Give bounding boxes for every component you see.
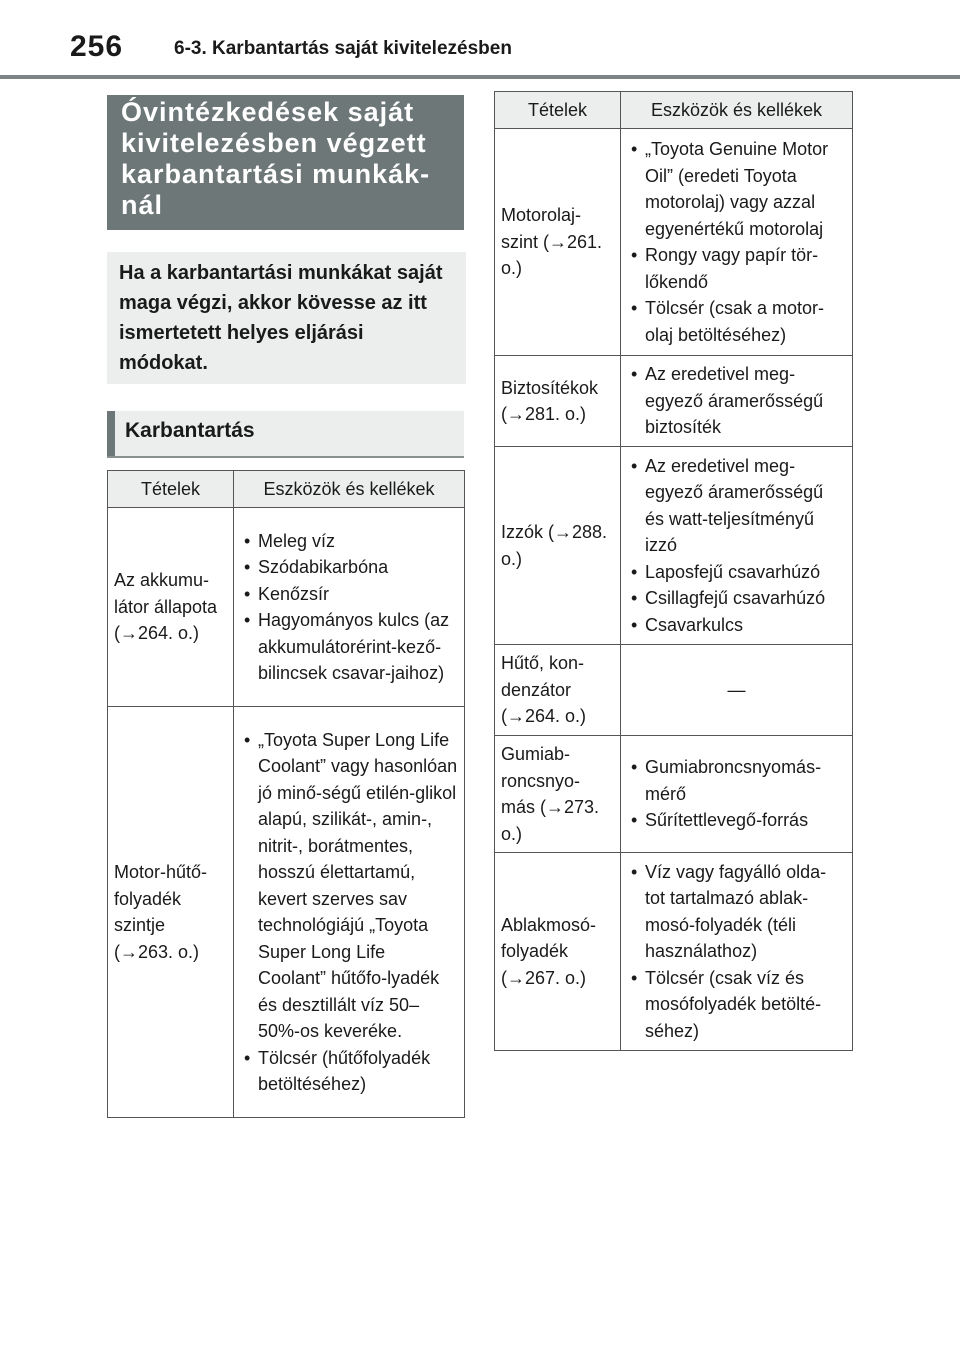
section-title: 6-3. Karbantartás saját kivitelezésben bbox=[174, 38, 512, 59]
item-name: Motor-hűtő-folyadék szintje bbox=[114, 862, 208, 935]
empty-dash: — bbox=[727, 679, 746, 700]
page-number: 256 bbox=[70, 30, 124, 63]
item-name: Biztosítékok bbox=[501, 377, 599, 398]
header-divider bbox=[0, 75, 960, 79]
table-row bbox=[495, 736, 853, 853]
tools-cell bbox=[621, 853, 853, 1051]
table-row bbox=[495, 129, 853, 356]
item-name: Hűtő, kon-denzátor bbox=[501, 653, 585, 700]
tool-item: • Szódabikarbóna bbox=[244, 554, 458, 581]
item-name: Motorolaj-szint bbox=[501, 205, 582, 252]
table-header-row bbox=[495, 92, 853, 129]
item-cell bbox=[495, 645, 621, 736]
tool-item: • Kenőzsír bbox=[244, 581, 458, 608]
tool-item: • Tölcsér (hűtőfolyadék betöltéséhez) bbox=[244, 1045, 458, 1098]
intro-text: Ha a karbantartási munkákat saját maga végzi, akkor kövesse az itt ismertetett helyes eljárási módokat. bbox=[107, 252, 466, 384]
tool-item: • „Toyota Genuine Motor Oil” (eredeti Toyota motorolaj) vagy azzal egyenértékű motorolaj bbox=[631, 136, 846, 242]
table-row bbox=[495, 447, 853, 645]
subheading-divider bbox=[107, 456, 464, 458]
tool-item: • Tölcsér (csak a motor-olaj betöltéséhez) bbox=[631, 295, 846, 348]
tools-list bbox=[242, 727, 458, 1098]
tool-item: • Gumiabroncsnyomás-mérő bbox=[631, 754, 846, 807]
item-cell bbox=[495, 447, 621, 645]
column-header-items: Tételek bbox=[495, 92, 621, 129]
tool-item: • „Toyota Super Long Life Coolant” vagy hasonlóan jó minő-ségű etilén-glikol alapú, szilikát-, amin-, nitrit-, borátmentes, hosszú élettartamú, kevert szerves sav technológiájú „Toyota Super Long Life Coolant” hűtőfo-lyadék és desztillált víz 50–50%-os keveréke. bbox=[244, 727, 458, 1045]
item-name: Ablakmosó-folyadék bbox=[501, 914, 597, 962]
page-reference: (→288. o.) bbox=[501, 522, 608, 569]
tools-list bbox=[242, 528, 458, 687]
table-row bbox=[108, 707, 465, 1118]
tool-item: • Sűrítettlevegő-forrás bbox=[631, 807, 846, 834]
item-name: Izzók bbox=[501, 522, 544, 542]
table-row bbox=[108, 508, 465, 707]
tools-cell bbox=[621, 736, 853, 853]
tools-list bbox=[629, 859, 846, 1045]
topic-title: Óvintézkedések saját kivitelezésben végzett karbantartási munkák-nál bbox=[107, 95, 464, 230]
item-cell bbox=[495, 736, 621, 853]
item-name: Gumiab-roncsnyo-más bbox=[501, 744, 581, 817]
item-cell bbox=[495, 129, 621, 356]
tools-cell bbox=[234, 508, 465, 707]
tool-item: • Csavarkulcs bbox=[631, 612, 846, 639]
tools-cell bbox=[621, 645, 853, 736]
table-row bbox=[495, 853, 853, 1051]
tool-item: • Az eredetivel meg-egyező áramerősségű biztosíték bbox=[631, 361, 846, 441]
column-header-tools: Eszközök és kellékek bbox=[621, 92, 853, 129]
tools-cell bbox=[234, 707, 465, 1118]
item-name: Az akkumu-látor állapota bbox=[114, 570, 218, 617]
tools-cell bbox=[621, 447, 853, 645]
tool-item: • Tölcsér (csak víz és mosófolyadék betölté-séhez) bbox=[631, 965, 846, 1045]
tools-list bbox=[629, 754, 846, 834]
column-header-tools: Eszközök és kellékek bbox=[234, 471, 465, 508]
item-cell bbox=[108, 707, 234, 1118]
tools-cell bbox=[621, 129, 853, 356]
tool-item: • Az eredetivel meg-egyező áramerősségű és watt-teljesítményű izzó bbox=[631, 453, 846, 559]
page-reference: (→281. o.) bbox=[501, 404, 587, 424]
table-row bbox=[495, 356, 853, 447]
maintenance-table-right bbox=[494, 91, 853, 1051]
page-reference: (→264. o.) bbox=[114, 623, 200, 644]
tool-item: • Rongy vagy papír tör-lőkendő bbox=[631, 242, 846, 295]
tool-item: • Víz vagy fagyálló olda-tot tartalmazó ablak-mosó-folyadék (téli használathoz) bbox=[631, 859, 846, 965]
item-cell bbox=[108, 508, 234, 707]
maintenance-table-left bbox=[107, 470, 465, 1118]
page-reference: (→264. o.) bbox=[501, 706, 587, 727]
tool-item: • Hagyományos kulcs (az akkumulátorérint-kező-bilincsek csavar-jaihoz) bbox=[244, 607, 458, 687]
tool-item: • Csillagfejű csavarhúzó bbox=[631, 585, 846, 612]
item-cell bbox=[495, 853, 621, 1051]
column-header-items: Tételek bbox=[108, 471, 234, 508]
page-reference: (→273. o.) bbox=[501, 797, 600, 844]
tool-item: • Meleg víz bbox=[244, 528, 458, 555]
page-reference: (→263. o.) bbox=[114, 941, 200, 962]
table-row bbox=[495, 645, 853, 736]
subheading: Karbantartás bbox=[107, 411, 464, 456]
tools-list bbox=[629, 453, 846, 639]
tools-list bbox=[629, 136, 846, 348]
page-reference: (→267. o.) bbox=[501, 967, 587, 988]
item-cell bbox=[495, 356, 621, 447]
tools-list bbox=[629, 361, 846, 441]
page-reference: (→261. o.) bbox=[501, 231, 603, 279]
tools-cell bbox=[621, 356, 853, 447]
table-header-row bbox=[108, 471, 465, 508]
tool-item: • Laposfejű csavarhúzó bbox=[631, 559, 846, 586]
